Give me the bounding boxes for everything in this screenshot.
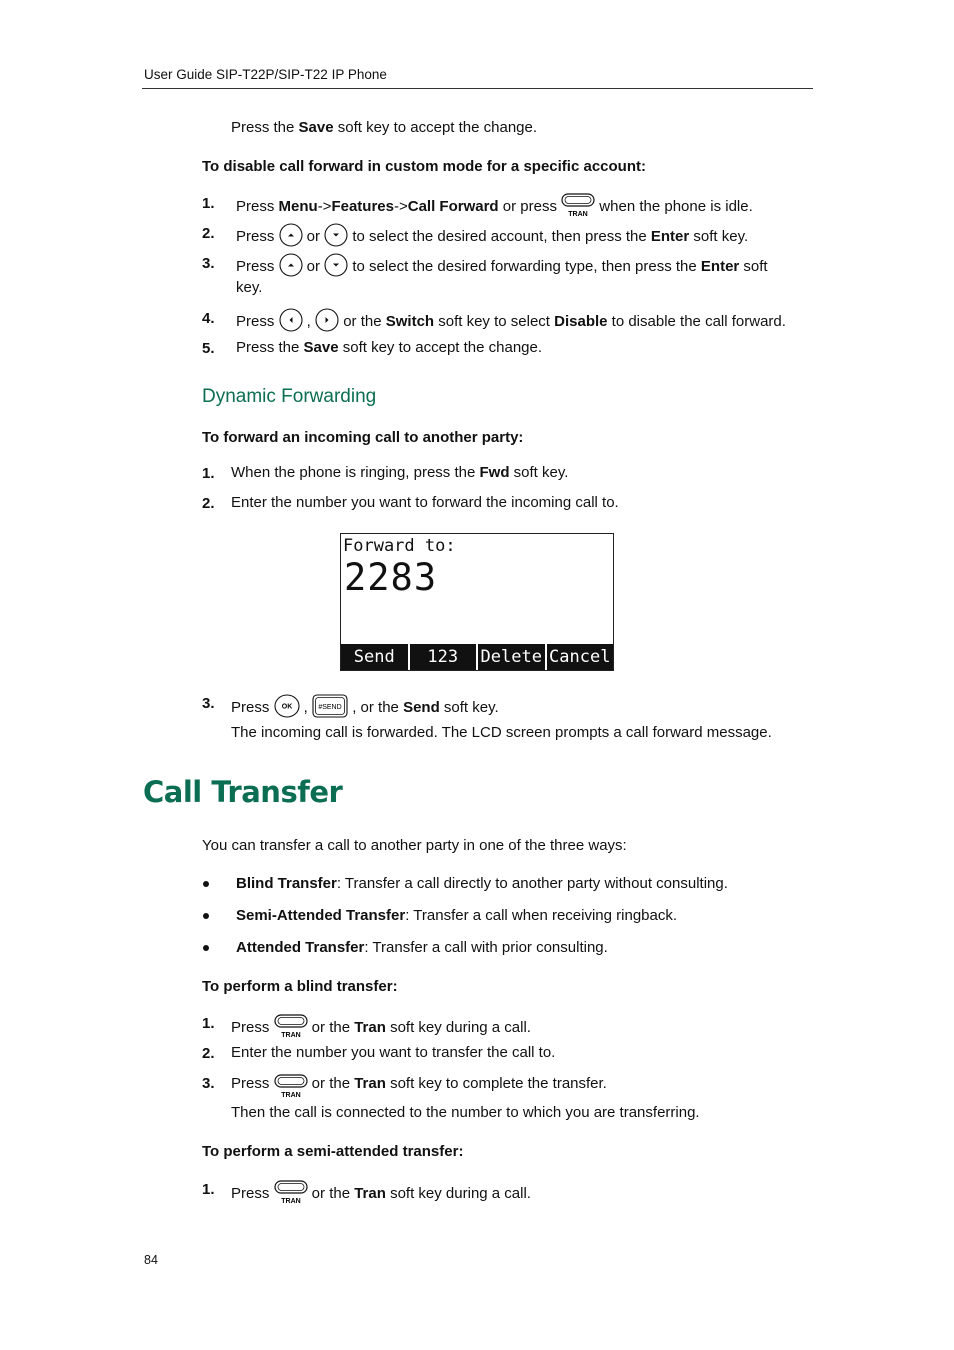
bullet-dot	[203, 881, 209, 887]
send-key-icon	[312, 694, 348, 718]
down-key-icon	[324, 223, 348, 247]
lcd-softkey-cancel: Cancel	[547, 644, 614, 670]
step-text: Press the Save soft key to accept the change.	[236, 339, 543, 356]
step-text: Press or to select the desired forwarding type, then press the Enter soft	[236, 253, 768, 277]
step-number: 1.	[202, 1015, 215, 1032]
tran-key-icon	[274, 1014, 308, 1040]
step-result: Then the call is connected to the number to which you are transferring.	[231, 1104, 700, 1121]
lcd-number: 2283	[344, 556, 438, 599]
step-text: Press or to select the desired account, then press the Enter soft key.	[236, 223, 748, 247]
step-text: Press TRAN or the Tran soft key to complete the transfer.	[231, 1075, 607, 1099]
tran-key-icon	[561, 193, 595, 219]
step-number: 3.	[202, 695, 215, 712]
blind-heading: To perform a blind transfer:	[202, 978, 398, 995]
step-text: Press OK , #SEND , or the Send soft key.	[231, 694, 499, 718]
header-title: User Guide SIP-T22P/SIP-T22 IP Phone	[144, 67, 387, 82]
step-number: 2.	[202, 495, 215, 512]
step-text: Enter the number you want to transfer the call to.	[231, 1044, 556, 1061]
lcd-softkey-bar	[341, 644, 613, 670]
step-text: Press , or the Switch soft key to select Disable to disable the call forward.	[236, 308, 786, 332]
step-number: 3.	[202, 255, 215, 272]
step-result: The incoming call is forwarded. The LCD screen prompts a call forward message.	[231, 724, 772, 741]
bullet-dot	[203, 913, 209, 919]
step-number: 5.	[202, 340, 215, 357]
right-key-icon	[315, 308, 339, 332]
lcd-title: Forward to:	[343, 536, 456, 556]
save-line: Press the Save soft key to accept the change.	[231, 119, 538, 136]
svg-text:TRAN: TRAN	[280, 1198, 301, 1205]
step-number: 4.	[202, 310, 215, 327]
step-number: 2.	[202, 225, 215, 242]
dynamic-subheading: To forward an incoming call to another party:	[202, 429, 524, 446]
svg-text:TRAN: TRAN	[568, 211, 588, 218]
svg-text:TRAN: TRAN	[280, 1032, 301, 1039]
step-number: 2.	[202, 1045, 215, 1062]
section-heading: Dynamic Forwarding	[202, 386, 377, 407]
lcd-softkey-send: Send	[341, 644, 408, 670]
bullet-item: Semi-Attended Transfer: Transfer a call when receiving ringback.	[236, 907, 678, 924]
svg-text:#SEND: #SEND	[318, 704, 342, 711]
down-key-icon	[324, 253, 348, 277]
step-number: 1.	[202, 465, 215, 482]
chapter-heading: Call Transfer	[143, 775, 343, 809]
step-continuation: key.	[236, 279, 263, 296]
tran-key-icon	[274, 1180, 308, 1206]
bullet-item: Blind Transfer: Transfer a call directly to another party without consulting.	[236, 875, 728, 892]
lcd-softkey-123: 123	[410, 644, 477, 670]
header-rule	[142, 88, 813, 89]
bullet-item: Attended Transfer: Transfer a call with prior consulting.	[236, 939, 608, 956]
up-key-icon	[279, 223, 303, 247]
lcd-softkey-delete: Delete	[478, 644, 545, 670]
step-number: 3.	[202, 1075, 215, 1092]
step-text: Press TRAN or the Tran soft key during a call.	[231, 1180, 531, 1206]
disable-heading: To disable call forward in custom mode for a specific account:	[202, 158, 646, 175]
bullet-dot	[203, 945, 209, 951]
tran-key-icon	[274, 1074, 308, 1100]
step-number: 1.	[202, 195, 215, 212]
step-text: When the phone is ringing, press the Fwd soft key.	[231, 464, 569, 481]
step-text: Press TRAN or the Tran soft key during a call.	[231, 1014, 531, 1040]
ok-key-icon	[274, 694, 300, 718]
step-number: 1.	[202, 1181, 215, 1198]
svg-text:TRAN: TRAN	[280, 1092, 301, 1099]
step-text: Enter the number you want to forward the incoming call to.	[231, 494, 619, 511]
svg-text:OK: OK	[281, 703, 292, 711]
page-number: 84	[144, 1253, 158, 1267]
transfer-intro: You can transfer a call to another party in one of the three ways:	[202, 837, 627, 854]
lcd-screenshot	[340, 533, 614, 671]
semi-heading: To perform a semi-attended transfer:	[202, 1143, 464, 1160]
step-text: Press Menu->Features->Call Forward or press TRAN when the phone is idle.	[236, 193, 753, 219]
left-key-icon	[279, 308, 303, 332]
up-key-icon	[279, 253, 303, 277]
